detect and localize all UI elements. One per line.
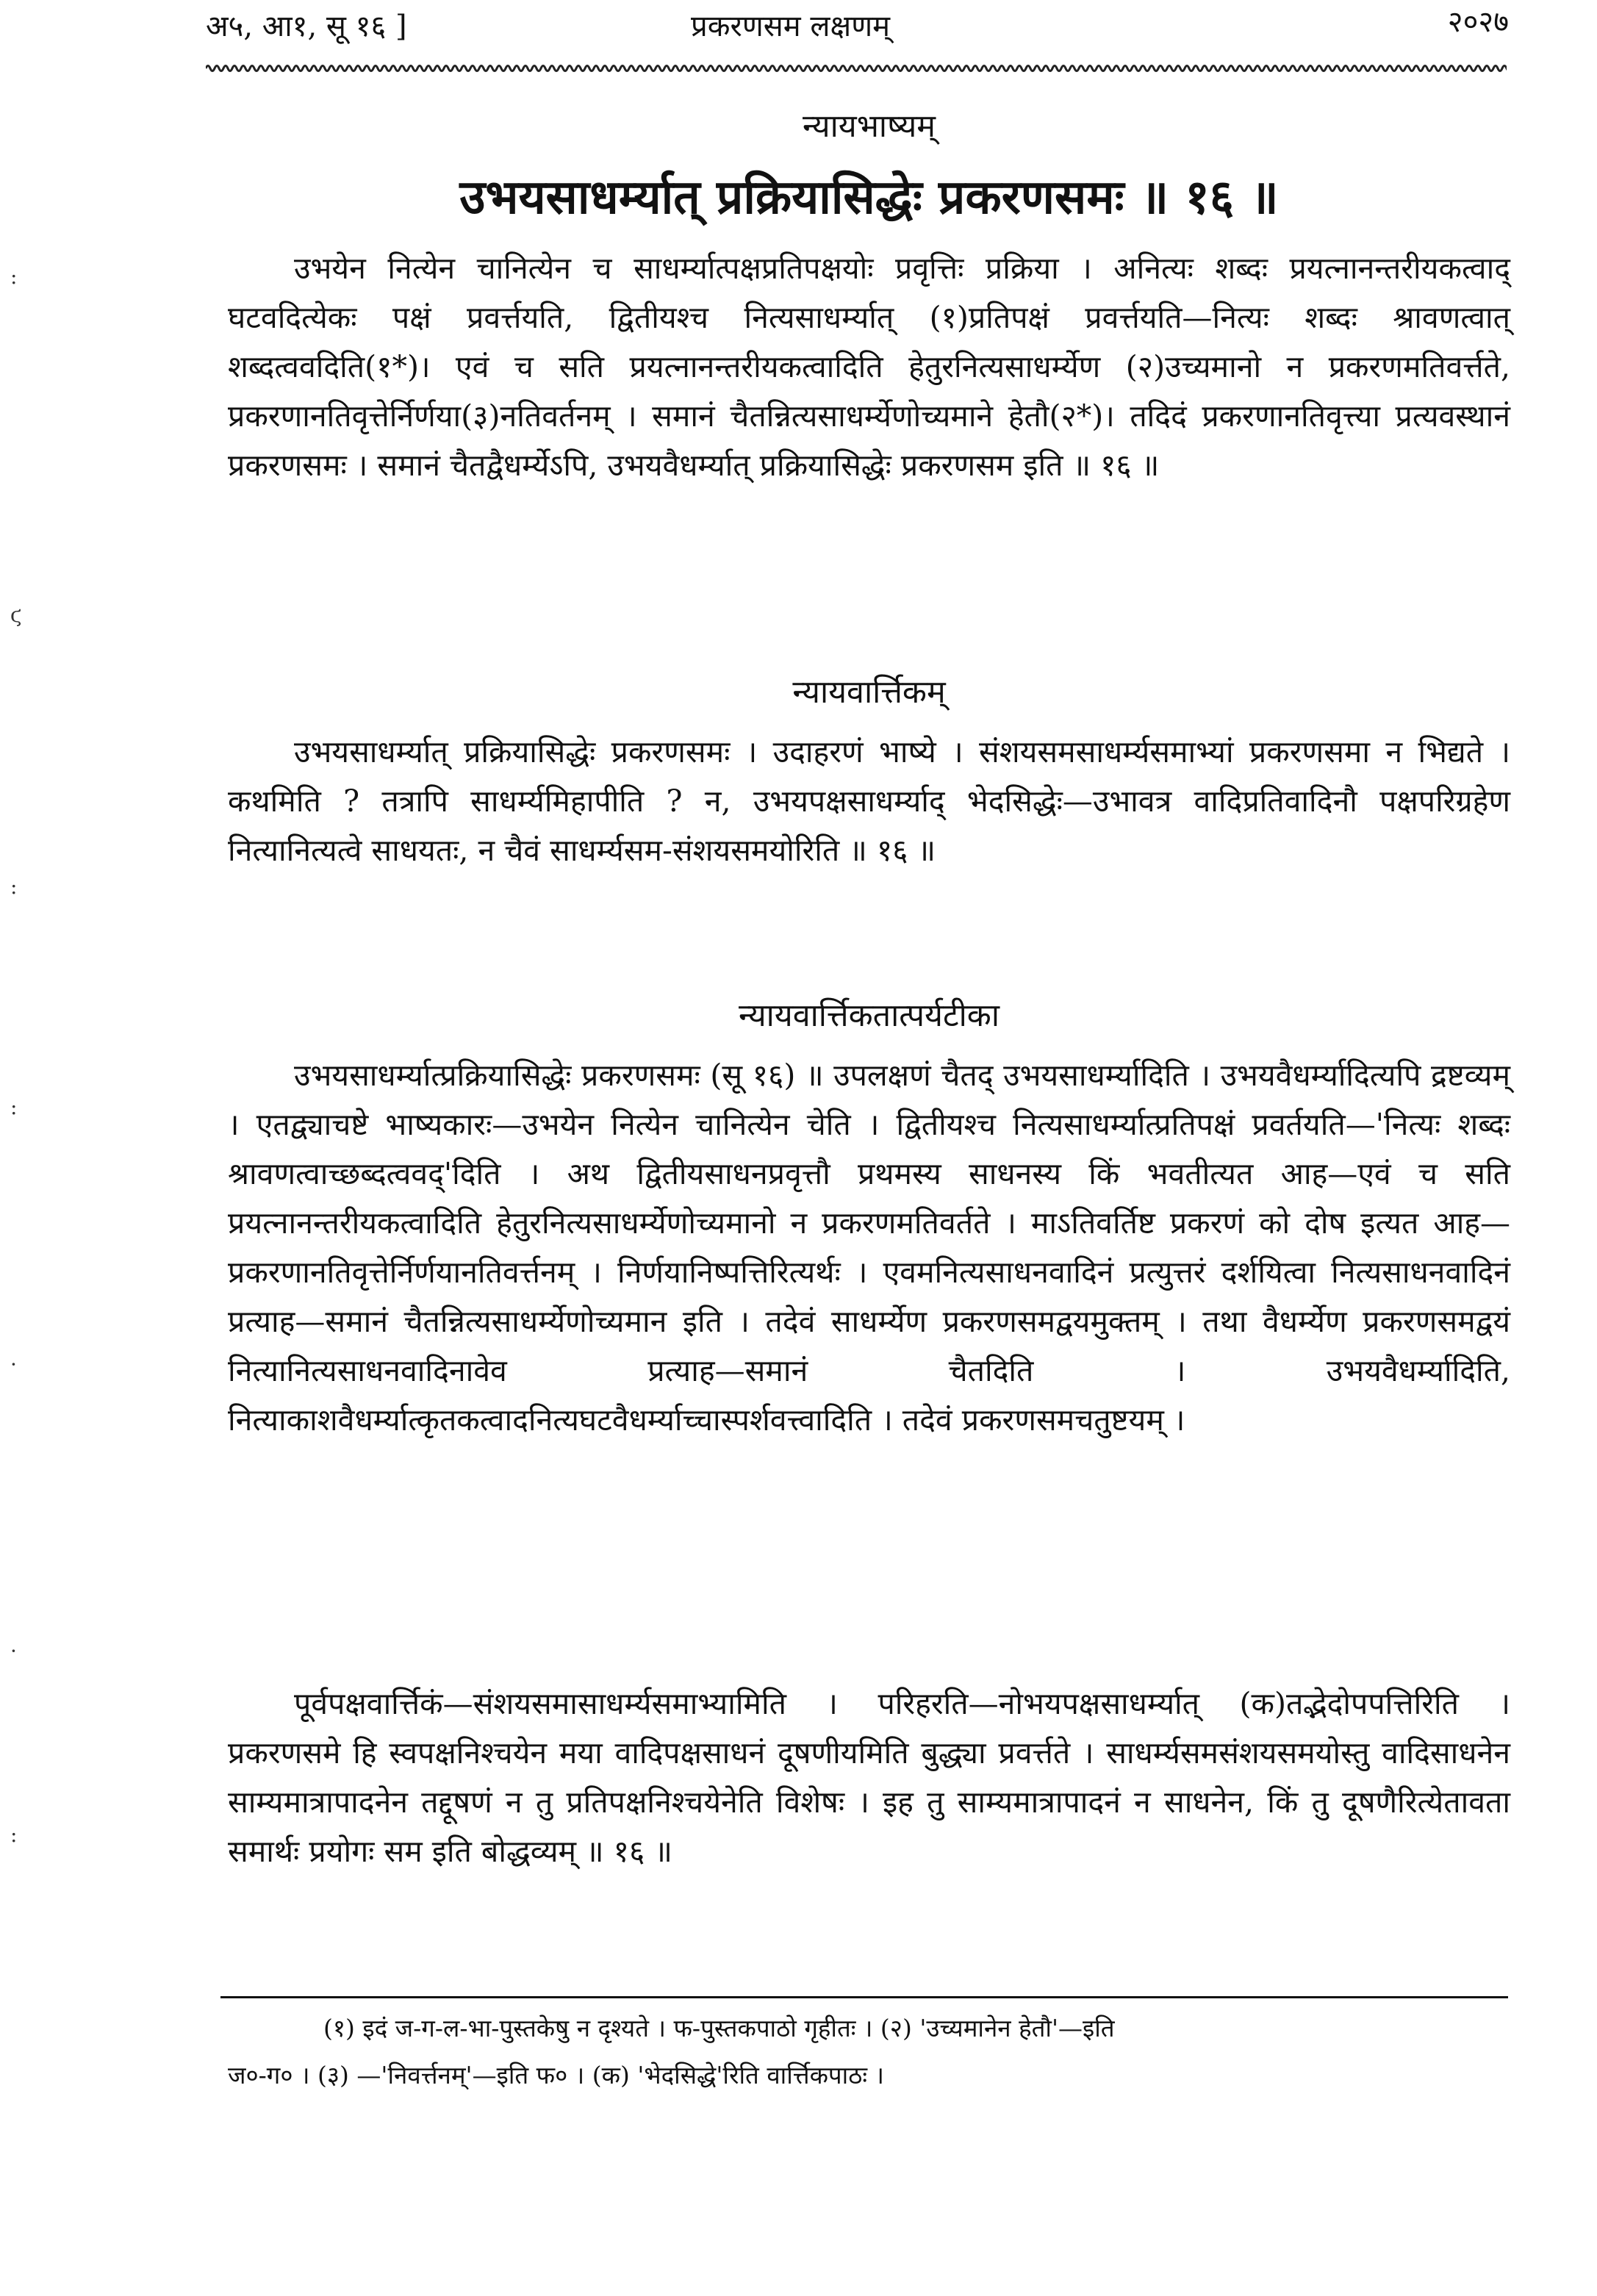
section-heading-vartika: न्यायवार्त्तिकम् <box>792 674 946 711</box>
footnotes <box>228 2005 1510 2099</box>
footnote-line: (१) इदं ज-ग-ल-भा-पुस्तकेषु न दृश्यते । फ-पुस्तकपाठो गृहीतः । (२) 'उच्यमानेन हेतौ'—इति <box>323 2014 1115 2042</box>
running-head-title: प्रकरणसम लक्षणम् <box>691 10 891 43</box>
footnote-line: ज०-ग० । (३) —'निवर्त्तनम्'—इति फ० । (क) 'भेदसिद्धे'रिति वार्त्तिकपाठः । <box>228 2061 885 2089</box>
running-head <box>206 0 1509 51</box>
vartika-text: उभयसाधर्म्यात् प्रक्रियासिद्धेः प्रकरणसमः । उदाहरणं भाष्ये । संशयसमसाधर्म्यसमाभ्यां प्रकरणसमा न भिद्यते । कथमिति ? तत्रापि साधर्म्यमिहापीति ? न, उभयपक्षसाधर्म्याद् भेदसिद्धेः—उभावत्र वादिप्रतिवादिनौ पक्षपरिग्रहेण नित्यानित्यत्वे साधयतः, न चैवं साधर्म्यसम-संशयसमयोरिति ॥ १६ ॥ <box>228 734 1510 868</box>
header-wavy-rule <box>206 60 1507 76</box>
margin-mark: ϛ <box>10 603 22 627</box>
section-heading-bhashya: न्यायभाष्यम् <box>803 108 936 145</box>
running-head-left: अ५, आ१, सू १६ ] <box>206 10 407 43</box>
margin-mark: · <box>10 1639 17 1663</box>
margin-mark: : <box>10 265 18 289</box>
sutra-line: उभयसाधर्म्यात् प्रक्रियासिद्धेः प्रकरणसमः ॥ १६ ॥ <box>459 170 1279 225</box>
margin-mark: : <box>10 1095 18 1119</box>
page-number: २०२७ <box>1447 5 1509 39</box>
tika-paragraph-1: उभयसाधर्म्यात्प्रक्रियासिद्धेः प्रकरणसमः (सू १६) ॥ उपलक्षणं चैतद् उभयसाधर्म्यादिति । उभयवैधर्म्यादित्यपि द्रष्टव्यम् । एतद्व्याचष्टे भाष्यकारः—उभयेन नित्येन चानित्येन चेति । द्वितीयश्च नित्यसाधर्म्यात्प्रतिपक्षं प्रवर्तयति—'नित्यः शब्दः श्रावणत्वाच्छब्दत्ववद्'दिति । अथ द्वितीयसाधनप्रवृत्तौ प्रथमस्य साधनस्य किं भवतीत्यत आह—एवं च सति प्रयत्नानन्तरीयकत्वादिति हेतुरनित्यसाधर्म्येणोच्यमानो न प्रकरणमतिवर्तते । माऽतिवर्तिष्ट प्रकरणं को दोष इत्यत आह—प्रकरणानतिवृत्तेर्निर्णयानतिवर्त्तनम् । निर्णयानिष्पत्तिरित्यर्थः । एवमनित्यसाधनवादिनं प्रत्युत्तरं दर्शयित्वा नित्यसाधनवादिनं प्रत्याह—समानं चैतन्नित्यसाधर्म्येणोच्यमान इति । तदेवं साधर्म्येण प्रकरणसमद्वयमुक्तम् । तथा वैधर्म्येण प्रकरणसमद्वयं नित्यानित्यसाधनवादिनावेव प्रत्याह—समानं चैतदिति । उभयवैधर्म्यादिति, नित्याकाशवैधर्म्यात्कृतकत्वादनित्यघटवैधर्म्याच्चास्पर्शवत्त्वादिति । तदेवं प्रकरणसमचतुष्टयम् । <box>228 1058 1510 1438</box>
margin-mark: : <box>10 875 18 899</box>
footnote-rule <box>220 1996 1508 1998</box>
margin-mark: · <box>10 1352 17 1377</box>
margin-mark: : <box>10 1823 18 1847</box>
tika-paragraph-2: पूर्वपक्षवार्त्तिकं—संशयसमासाधर्म्यसमाभ्यामिति । परिहरति—नोभयपक्षसाधर्म्यात् (क)तद्भेदोपपत्तिरिति । प्रकरणसमे हि स्वपक्षनिश्चयेन मया वादिपक्षसाधनं दूषणीयमिति बुद्ध्या प्रवर्त्तते । साधर्म्यसमसंशयसमयोस्तु वादिसाधनेन साम्यमात्रापादनेन तद्दूषणं न तु प्रतिपक्षनिश्चयेनेति विशेषः । इह तु साम्यमात्रापादनं न साधनेन, किं तु दूषणैरित्येतावता समार्थः प्रयोगः सम इति बोद्धव्यम् ॥ १६ ॥ <box>228 1686 1510 1869</box>
section-heading-tika: न्यायवार्त्तिकतात्पर्यटीका <box>739 997 1000 1034</box>
bhashya-text: उभयेन नित्येन चानित्येन च साधर्म्यात्पक्षप्रतिपक्षयोः प्रवृत्तिः प्रक्रिया । अनित्यः शब्दः प्रयत्नानन्तरीयकत्वाद् घटवदित्येकः पक्षं प्रवर्त्तयति, द्वितीयश्च नित्यसाधर्म्यात् (१)प्रतिपक्षं प्रवर्त्तयति—नित्यः शब्दः श्रावणत्वात् शब्दत्ववदिति(१*)। एवं च सति प्रयत्नानन्तरीयकत्वादिति हेतुरनित्यसाधर्म्येण (२)उच्यमानो न प्रकरणमतिवर्त्तते, प्रकरणानतिवृत्तेर्निर्णया(३)नतिवर्तनम् । समानं चैतन्नित्यसाधर्म्येणोच्यमाने हेतौ(२*)। तदिदं प्रकरणानतिवृत्त्या प्रत्यवस्थानं प्रकरणसमः । समानं चैतद्वैधर्म्येऽपि, उभयवैधर्म्यात् प्रक्रियासिद्धेः प्रकरणसम इति ॥ १६ ॥ <box>228 251 1510 483</box>
